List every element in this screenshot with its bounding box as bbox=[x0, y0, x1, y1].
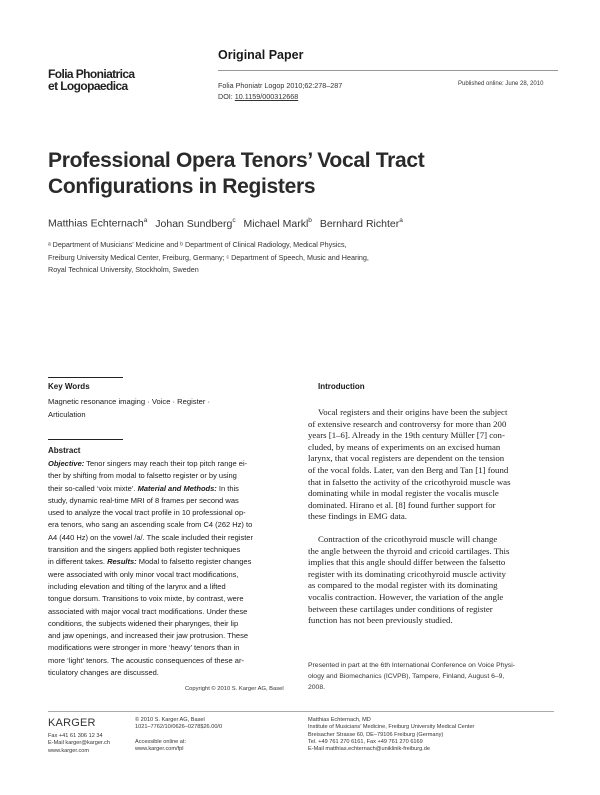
journal-logo-line1: Folia Phoniatrica bbox=[48, 67, 135, 81]
author[interactable]: Bernhard Richter bbox=[319, 217, 400, 230]
doi-line bbox=[218, 92, 298, 101]
footer-rule bbox=[48, 711, 554, 712]
introduction-heading: Introduction bbox=[318, 382, 365, 391]
methods-label: Material and Methods: bbox=[137, 483, 217, 493]
citation: Folia Phoniatr Logop 2010;62:278–287 bbox=[218, 81, 343, 90]
keywords-line: Articulation bbox=[48, 410, 86, 419]
article-title bbox=[48, 148, 424, 200]
author-sup: a bbox=[399, 217, 403, 224]
published-online: Published online: June 28, 2010 bbox=[458, 81, 544, 87]
section-label: Original Paper bbox=[218, 48, 304, 62]
doi-link[interactable]: 10.1159/000312668 bbox=[234, 92, 299, 101]
footer-contact: Fax +41 61 306 12 34 E-Mail karger@karger.ch www.karger.com bbox=[48, 733, 110, 754]
journal-logo bbox=[48, 68, 135, 92]
introduction-para1: Vocal registers and their origins have been the subject of extensive research and controversy for more than 200 years [1–6]. Already in the 19th century Müller [7] con- cluded, by means of experiments on an excised human larynx, that vocal registers are dependent on the tension of the vocal folds. Later, van den Berg and Tan [1] found that in falsetto the activity of the cricothyroid muscle was dominating while in modal register the vocalis muscle dominated. Hirano et al. [8] found further support for these findings in EMG data. bbox=[308, 407, 511, 522]
title-line2: Configurations in Registers bbox=[48, 175, 316, 198]
keywords-list bbox=[48, 395, 210, 421]
author[interactable]: Michael Markl bbox=[243, 217, 309, 230]
introduction-para2: Contraction of the cricothyroid muscle will change the angle between the thyroid and cricoid cartilages. This implies that this angle should differ between the falsetto register with its dominating cricothyroid muscle activity as compared to the modal register with its dominating vocalis contraction. However, the variation of the angle between these cartilages under conditions of register function has not been previously studied. bbox=[308, 534, 510, 626]
keywords-rule bbox=[48, 377, 123, 378]
author-sup: a bbox=[143, 217, 148, 224]
affiliation-line: Royal Technical University, Stockholm, Sweden bbox=[48, 265, 199, 274]
author-list bbox=[48, 217, 403, 230]
header-rule bbox=[218, 70, 558, 71]
author-sup: b bbox=[308, 217, 312, 224]
abstract-body: Objective: Tenor singers may reach their top pitch range ei- ther by shifting from modal to falsetto register or by using their so-called ‘voix mixte’. Material and Methods: In this study, dynamic real-time MRI of 8 frames per second was used to analyze the vocal tract profile in 10 professional op- era tenors, who sang an ascending scale from C4 (262 Hz) to A4 (440 Hz) on the vowel /a/. The scale included their register transition and the singers applied both register techniques in different takes. Results: Modal to falsetto register changes were associated with only minor vocal tract modifications, including elevation and tilting of the larynx and a lifted tongue dorsum. Transitions to voix mixte, by contrast, were associated with major vocal tract modifications. Under these conditions, the subjects widened their pharynges, their lip and jaw openings, and increased their jaw protrusion. These modifications were stronger in more ‘heavy’ tenors than in more ‘light’ tenors. The acoustic consequences of these ar- ticulatory changes are discussed. bbox=[48, 459, 253, 678]
karger-logo: KARGER bbox=[48, 717, 96, 729]
copyright: Copyright © 2010 S. Karger AG, Basel bbox=[185, 686, 284, 692]
footer-publication: © 2010 S. Karger AG, Basel 1021–7762/10/0626–0278$26.00/0 Accessible online at: www.karger.com/fpl bbox=[135, 717, 223, 753]
affiliation-line: Freiburg University Medical Center, Freiburg, Germany; ᶜ Department of Speech, Music and Hearing, bbox=[48, 252, 369, 262]
affiliation-line: ᵃ Department of Musicians’ Medicine and ᵇ Department of Clinical Radiology, Medical Physics, bbox=[48, 240, 347, 249]
abstract-rule bbox=[48, 439, 123, 440]
keywords-line: Magnetic resonance imaging · Voice · Register · bbox=[48, 397, 211, 406]
footer-correspondence: Matthias Echternach, MD Institute of Musicians’ Medicine, Freiburg University Medical Center Breisacher Strasse 60, DE–79106 Freiburg (Germany) Tel. +49 761 270 6161, Fax +49 761 270 6169 E-Mail matthias.echternach@uniklinik-freiburg.de bbox=[308, 717, 475, 753]
presented-note: Presented in part at the 6th International Conference on Voice Physi- ology and Biomechanics (ICVPB), Tampere, Finland, August 6–9, 2008. bbox=[308, 662, 516, 691]
journal-logo-line2: et Logopaedica bbox=[48, 79, 128, 93]
affiliations bbox=[48, 239, 369, 277]
author[interactable]: Johan Sundberg bbox=[155, 217, 233, 230]
objective-label: Objective: bbox=[48, 459, 85, 468]
author-sup: c bbox=[232, 217, 236, 224]
abstract-heading: Abstract bbox=[48, 446, 81, 455]
title-line1: Professional Opera Tenors’ Vocal Tract bbox=[48, 149, 425, 172]
keywords-heading: Key Words bbox=[48, 382, 90, 391]
doi-label: DOI: bbox=[218, 92, 235, 101]
author[interactable]: Matthias Echternach bbox=[48, 217, 144, 230]
results-label: Results: bbox=[107, 557, 137, 567]
